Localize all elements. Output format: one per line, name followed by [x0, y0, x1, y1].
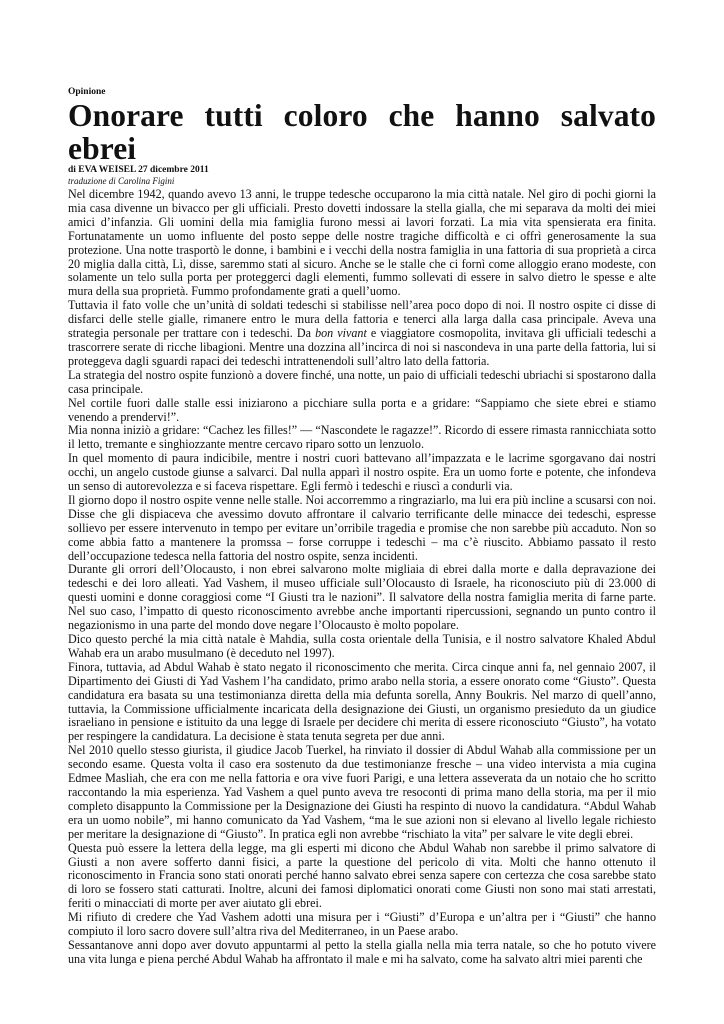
article-body [68, 188, 656, 967]
paragraph: Nel dicembre 1942, quando avevo 13 anni, le truppe tedesche occuparono la mia città natale. Nel giro di pochi giorni la mia casa divenne un bivacco per gli ufficiali. Presto dovetti indossare la stella gialla, che mi separava da molti dei miei amici d’infanzia. Gli uomini della mia famiglia furono messi ai lavori forzati. La mia vita spensierata era finita. Fortunatamente un uomo influente del posto seppe delle nostre tragiche difficoltà e ci offrì generosamente la sua protezione. Una notte trasportò le donne, i bambini e i vecchi della nostra famiglia in una fattoria di sua proprietà a circa 20 miglia dalla città, Lì, disse, saremmo stati al sicuro. Anche se le stalle che ci fornì come alloggio erano modeste, con solamente un telo sulla porta per proteggerci dagli elementi, fummo sollevati di essere in salvo dietro le spesse e alte mura della sua proprietà. Fummo profondamente grati a quell’uomo. [68, 187, 656, 299]
paragraph: La strategia del nostro ospite funzionò a dovere finché, una notte, un paio di ufficiali tedeschi ubriachi si spostarono dalla casa principale. [68, 367, 656, 396]
paragraph: Sessantanove anni dopo aver dovuto appuntarmi al petto la stella gialla nella mia terra natale, so che ho potuto vivere una vita lunga e piena perché Abdul Wahab ha affrontato il male e mi ha salvato, come ha salvato altri miei parenti che [68, 937, 656, 966]
paragraph: Tuttavia il fato volle che un’unità di soldati tedeschi si stabilisse nell’area poco dopo di noi. Il nostro ospite ci disse di disfarci delle stelle gialle, rimanere entro le mura della fattoria e tenerci alla larga dalla casa principale. Aveva una strategia personale per trattare con i tedeschi. Da bon vivant e viaggiatore cosmopolita, invitava gli ufficiali tedeschi a trascorrere serate di ricche libagioni. Mentre una dozzina all’incirca di noi si nascondeva in una parte della fattoria, lui si proteggeva dagli sguardi rapaci dei tedeschi intrattenendoli sull’altro lato della fattoria. [68, 298, 657, 368]
article [68, 86, 656, 967]
paragraph: Finora, tuttavia, ad Abdul Wahab è stato negato il riconoscimento che merita. Circa cinque anni fa, nel gennaio 2007, il Dipartimento dei Giusti di Yad Vashem l’ha candidato, primo arabo nella storia, a essere onorato come “Giusto”. Questa candidatura era basata su una testimonianza diretta della mia defunta sorella, Anny Boukris. Nel marzo di quell’anno, tuttavia, la Commissione ufficialmente incaricata della designazione dei Giusti, un organismo presieduto da un giudice israeliano in pensione e istituito da una legge di Israele per decidere chi merita di essere riconosciuto “Giusto”, ha votato per respingere la candidatura. La decisione è stata tenuta segreta per due anni. [68, 659, 656, 744]
paragraph: Nel cortile fuori dalle stalle essi iniziarono a picchiare sulla porta e a gridare: “Sappiamo che siete ebrei e stiamo venendo a prendervi!”. [68, 395, 656, 424]
translator-credit: traduzione di Carolina Figini [68, 176, 175, 186]
paragraph: Il giorno dopo il nostro ospite venne nelle stalle. Noi accorremmo a ringraziarlo, ma lui era più incline a scusarsi con noi. Disse che gli dispiaceva che avessimo dovuto affrontare il calvario terrificante delle minacce dei tedeschi, espresse sollievo per essere intervenuto in tempo per evitare un’orribile tragedia e promise che non sarebbe più accaduto. Non so come abbia fatto a mantenere la promssa – forse corruppe i tedeschi – ma c’è riuscito. Abbiamo passato il resto dell’occupazione tedesca nella fattoria del nostro ospite, senza incidenti. [68, 492, 656, 563]
paragraph: Nel 2010 quello stesso giurista, il giudice Jacob Tuerkel, ha rinviato il dossier di Abdul Wahab alla commissione per un secondo esame. Questa volta il caso era sostenuto da due testimonianze fresche – una video intervista a mia cugina Edmee Masliah, che era con me nella fattoria e ora vive fuori Parigi, e una lettera asseverata da un notaio che ho scritto raccontando la mia esperienza. Yad Vashem a quel punto aveva tre resoconti di prima mano della storia, ma per il mio completo disappunto la Commissione per la Designazione dei Giusti ha respinto di nuovo la candidatura. “Abdul Wahab era un uomo nobile”, mi hanno comunicato da Yad Vashem, “ma le sue azioni non si elevano al livello legale richiesto per meritare la designazione di “Giusto”. In pratica egli non avrebbe “rischiato la vita” per salvare le vite degli ebrei. [68, 743, 656, 841]
article-title: Onorare tutti coloro che hanno salvato ebrei [68, 98, 656, 166]
paragraph: Dico questo perché la mia città natale è Mahdia, sulla costa orientale della Tunisia, e il nostro salvatore Khaled Abdul Wahab era un arabo musulmano (è deceduto nel 1997). [68, 632, 656, 660]
paragraph: Mi rifiuto di credere che Yad Vashem adotti una misura per i “Giusti” d’Europa e un’altra per i “Giusti” che hanno compiuto il loro sacro dovere sull’altra riva del Mediterraneo, in un Paese arabo. [68, 910, 656, 939]
paragraph: Questa può essere la lettera della legge, ma gli esperti mi dicono che Abdul Wahab non sarebbe il primo salvatore di Giusti a non avere sofferto danni fisici, a parte la questione del pericolo di vita. Molti che hanno ottenuto il riconoscimento in Francia sono stati onorati perché hanno salvato ebrei senza sapere con certezza che cosa sarebbe stato di loro se fossero stati catturati. Inoltre, alcuni dei famosi diplomatici onorati come Giusti non sono mai stati arrestati, feriti o minacciati di morte per aver aiutato gli ebrei. [68, 840, 656, 911]
paragraph: In quel momento di paura indicibile, mentre i nostri cuori battevano all’impazzata e le lacrime sgorgavano dai nostri occhi, un angelo custode giunse a salvarci. Dal nulla apparì il nostro ospite. Era un uomo forte e potente, che infondeva un senso di autorevolezza e si faceva rispettare. Egli fermò i tedeschi e riuscì a condurli via. [68, 451, 656, 494]
paragraph: Mia nonna iniziò a gridare: “Cachez les filles!” — “Nascondete le ragazze!”. Ricordo di essere rimasta rannicchiata sotto il letto, tremante e singhiozzante mentre cercavo riparo sotto un lenzuolo. [68, 423, 656, 452]
paragraph: Durante gli orrori dell’Olocausto, i non ebrei salvarono molte migliaia di ebrei dalla morte e dalla depravazione dei tedeschi e dei loro alleati. Yad Vashem, il museo ufficiale sull’Olocausto di Israele, ha riconosciuto più di 23.000 di questi uomini e donne coraggiosi come “I Giusti tra le nazioni”. Il salvatore della nostra famiglia merita di farne parte. Nel suo caso, l’impatto di questo riconoscimento avrebbe anche importanti ripercussioni, segnando un punto contro il negazionismo in una parte del mondo dove negare l’Olocausto è molto popolare. [68, 562, 656, 633]
article-byline: di EVA WEISEL 27 dicembre 2011 [68, 165, 209, 175]
section-label: Opinione [68, 87, 106, 97]
